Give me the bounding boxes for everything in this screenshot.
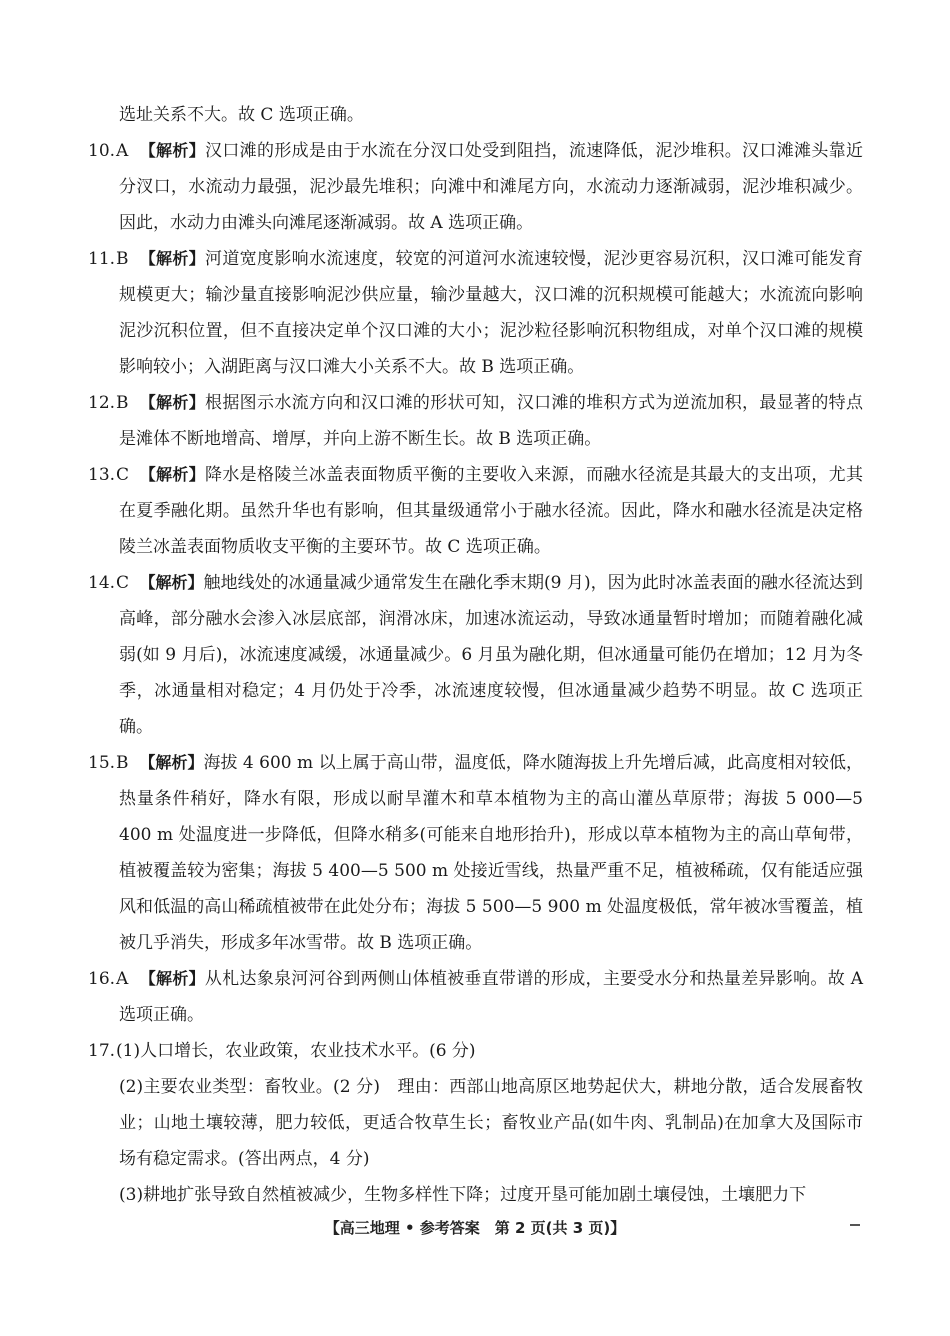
analysis-tag: 【解析】 bbox=[139, 573, 204, 592]
answer-item-14 bbox=[88, 565, 863, 745]
q17-part-2: (2)主要农业类型：畜牧业。(2 分) 理由：西部山地高原区地势起伏大，耕地分散，适合发展畜牧业；山地土壤较薄，肥力较低，更适合牧草生长；畜牧业产品(如牛肉、乳制品)在加拿大及国际市场有稳定需求。(答出两点，4 分) bbox=[119, 1077, 863, 1169]
item-answer: C bbox=[116, 573, 130, 593]
answer-item-10 bbox=[88, 133, 863, 241]
answer-item-12 bbox=[88, 385, 863, 457]
item-number: 14. bbox=[88, 573, 116, 593]
item-answer: A bbox=[116, 969, 129, 989]
item-text: 触地线处的冰通量减少通常发生在融化季末期(9 月)，因为此时冰盖表面的融水径流达到高峰，部分融水会渗入冰层底部，润滑冰床，加速冰流运动，导致冰通量暂时增加；而随着融化减弱(如 9 月后)，冰流速度减缓，冰通量减少。6 月虽为融化期，但冰通量可能仍在增加；12 月为冬季，冰通量相对稳定；4 月仍处于冷季，冰流速度较慢，但冰通量减少趋势不明显。故 C 选项正确。 bbox=[119, 573, 863, 737]
item-text: 根据图示水流方向和汉口滩的形状可知，汉口滩的堆积方式为逆流加积，最显著的特点是滩体不断地增高、增厚，并向上游不断生长。故 B 选项正确。 bbox=[119, 393, 863, 449]
item-text: 河道宽度影响水流速度，较宽的河道河水流速较慢，泥沙更容易沉积，汉口滩可能发育规模更大；输沙量直接影响泥沙供应量，输沙量越大，汉口滩的沉积规模可能越大；水流流向影响泥沙沉积位置，但不直接决定单个汉口滩的大小；泥沙粒径影响沉积物组成，对单个汉口滩的规模影响较小；入湖距离与汉口滩大小关系不大。故 B 选项正确。 bbox=[119, 249, 863, 377]
answer-item-15 bbox=[88, 745, 863, 961]
q17-part-3: (3)耕地扩张导致自然植被减少，生物多样性下降；过度开垦可能加剧土壤侵蚀，土壤肥力下 bbox=[119, 1185, 807, 1205]
item-number: 11. bbox=[88, 249, 116, 269]
item-number: 17. bbox=[88, 1041, 116, 1061]
item-answer: B bbox=[116, 393, 129, 413]
item-number: 15. bbox=[88, 753, 116, 773]
analysis-tag: 【解析】 bbox=[139, 969, 205, 988]
analysis-tag: 【解析】 bbox=[139, 753, 204, 772]
item-number: 16. bbox=[88, 969, 116, 989]
answer-item-16 bbox=[88, 961, 863, 1033]
item-text: 降水是格陵兰冰盖表面物质平衡的主要收入来源，而融水径流是其最大的支出项，尤其在夏季融化期。虽然升华也有影响，但其量级通常小于融水径流。因此，降水和融水径流是决定格陵兰冰盖表面物质收支平衡的主要环节。故 C 选项正确。 bbox=[119, 465, 863, 557]
top-continuation: 选址关系不大。故 C 选项正确。 bbox=[119, 105, 364, 125]
corner-mark bbox=[850, 1224, 860, 1226]
item-answer: B bbox=[116, 753, 129, 773]
analysis-tag: 【解析】 bbox=[139, 393, 206, 412]
item-number: 13. bbox=[88, 465, 116, 485]
item-number: 12. bbox=[88, 393, 116, 413]
item-answer: C bbox=[116, 465, 130, 485]
item-text: 从札达象泉河河谷到两侧山体植被垂直带谱的形成，主要受水分和热量差异影响。故 A 选项正确。 bbox=[119, 969, 863, 1025]
answer-item-13 bbox=[88, 457, 863, 565]
q17-part-1: (1)人口增长，农业政策，农业技术水平。(6 分) bbox=[116, 1041, 476, 1061]
analysis-tag: 【解析】 bbox=[139, 141, 206, 160]
item-answer: B bbox=[116, 249, 129, 269]
item-answer: A bbox=[116, 141, 129, 161]
item-text: 汉口滩的形成是由于水流在分汊口处受到阻挡，流速降低，泥沙堆积。汉口滩滩头靠近分汊口，水流动力最强，泥沙最先堆积；向滩中和滩尾方向，水流动力逐渐减弱，泥沙堆积减少。因此，水动力由滩头向滩尾逐渐减弱。故 A 选项正确。 bbox=[119, 141, 863, 233]
page-footer: 【高三地理 • 参考答案 第 2 页(共 3 页)】 bbox=[324, 1219, 626, 1237]
analysis-tag: 【解析】 bbox=[139, 249, 206, 268]
item-number: 10. bbox=[88, 141, 116, 161]
answer-item-11 bbox=[88, 241, 863, 385]
analysis-tag: 【解析】 bbox=[139, 465, 206, 484]
answer-item-17 bbox=[88, 1033, 863, 1069]
answer-content bbox=[88, 97, 863, 1213]
item-text: 海拔 4 600 m 以上属于高山带，温度低，降水随海拔上升先增后减，此高度相对较低，热量条件稍好，降水有限，形成以耐旱灌木和草本植物为主的高山灌丛草原带；海拔 5 000—5 400 m 处温度进一步降低，但降水稍多(可能来自地形抬升)，形成以草本植物为主的高山草甸带，植被覆盖较为密集；海拔 5 400—5 500 m 处接近雪线，热量严重不足，植被稀疏，仅有能适应强风和低温的高山稀疏植被带在此处分布；海拔 5 500—5 900 m 处温度极低，常年被冰雪覆盖，植被几乎消失，形成多年冰雪带。故 B 选项正确。 bbox=[119, 753, 863, 953]
